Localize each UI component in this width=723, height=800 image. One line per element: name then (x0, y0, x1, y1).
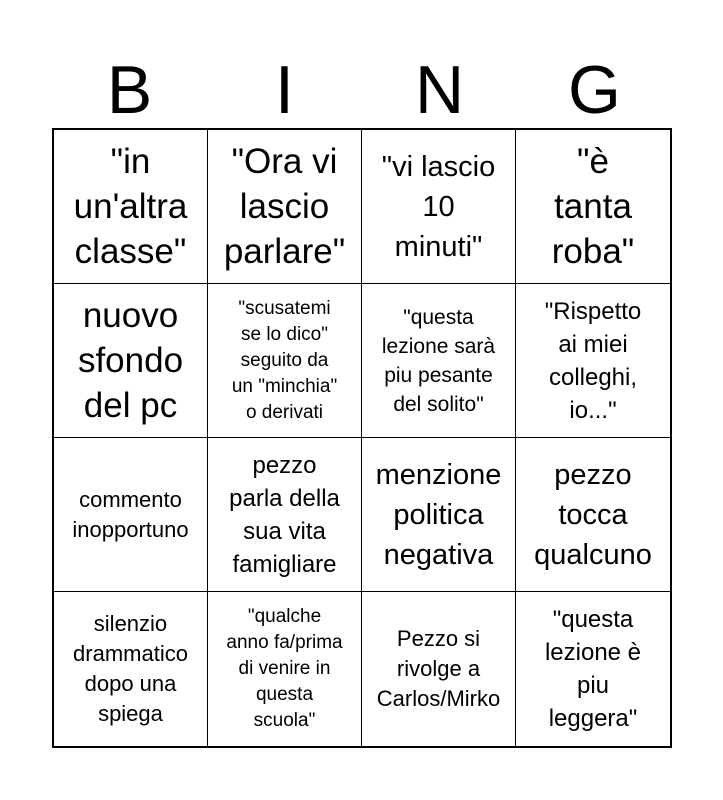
bingo-cell[interactable] (208, 438, 362, 592)
bingo-header (52, 52, 672, 128)
bingo-cell[interactable] (362, 284, 516, 438)
bingo-cell[interactable] (362, 592, 516, 746)
bingo-cell[interactable] (516, 284, 670, 438)
cell-text: "scusatemi se lo dico" seguito da un "minchia" o derivati (231, 297, 338, 423)
bingo-cell[interactable] (208, 130, 362, 284)
cell-text: "Ora vi lascio parlare" (223, 142, 346, 271)
cell-text: pezzo parla della sua vita famigliare (229, 451, 340, 578)
header-letter-b: B (106, 52, 153, 128)
bingo-cell[interactable] (54, 130, 208, 284)
header-letter-i: I (275, 52, 294, 128)
bingo-cell[interactable] (516, 130, 670, 284)
bingo-board (52, 128, 672, 748)
header-letter-g: G (568, 52, 621, 128)
bingo-cell[interactable] (54, 592, 208, 746)
bingo-cell[interactable] (54, 284, 208, 438)
bingo-cell[interactable] (208, 284, 362, 438)
bingo-cell[interactable] (516, 438, 670, 592)
cell-text: "in un'altra classe" (73, 142, 188, 271)
bingo-cell[interactable] (208, 592, 362, 746)
header-letter-n: N (414, 52, 465, 128)
bingo-cell[interactable] (516, 592, 670, 746)
cell-text: silenzio drammatico dopo una spiega (73, 611, 188, 726)
bingo-cell[interactable] (362, 438, 516, 592)
bingo-cell[interactable] (54, 438, 208, 592)
cell-text: commento inopportuno (72, 486, 189, 542)
cell-text: "vi lascio 10 minuti" (381, 150, 496, 263)
cell-text: "è tanta roba" (551, 142, 635, 271)
cell-text: menzione politica negativa (375, 458, 502, 571)
cell-text: "questa lezione sarà piu pesante del solito" (381, 305, 496, 416)
cell-text: nuovo sfondo del pc (77, 296, 184, 425)
cell-text: "qualche anno fa/prima di venire in questa scuola" (226, 606, 343, 731)
bingo-cell[interactable] (362, 130, 516, 284)
cell-text: "questa lezione è piu leggera" (544, 606, 642, 732)
cell-text: pezzo tocca qualcuno (534, 458, 652, 571)
cell-text: "Rispetto ai miei colleghi, io..." (544, 297, 642, 424)
cell-text: Pezzo si rivolge a Carlos/Mirko (376, 626, 501, 711)
